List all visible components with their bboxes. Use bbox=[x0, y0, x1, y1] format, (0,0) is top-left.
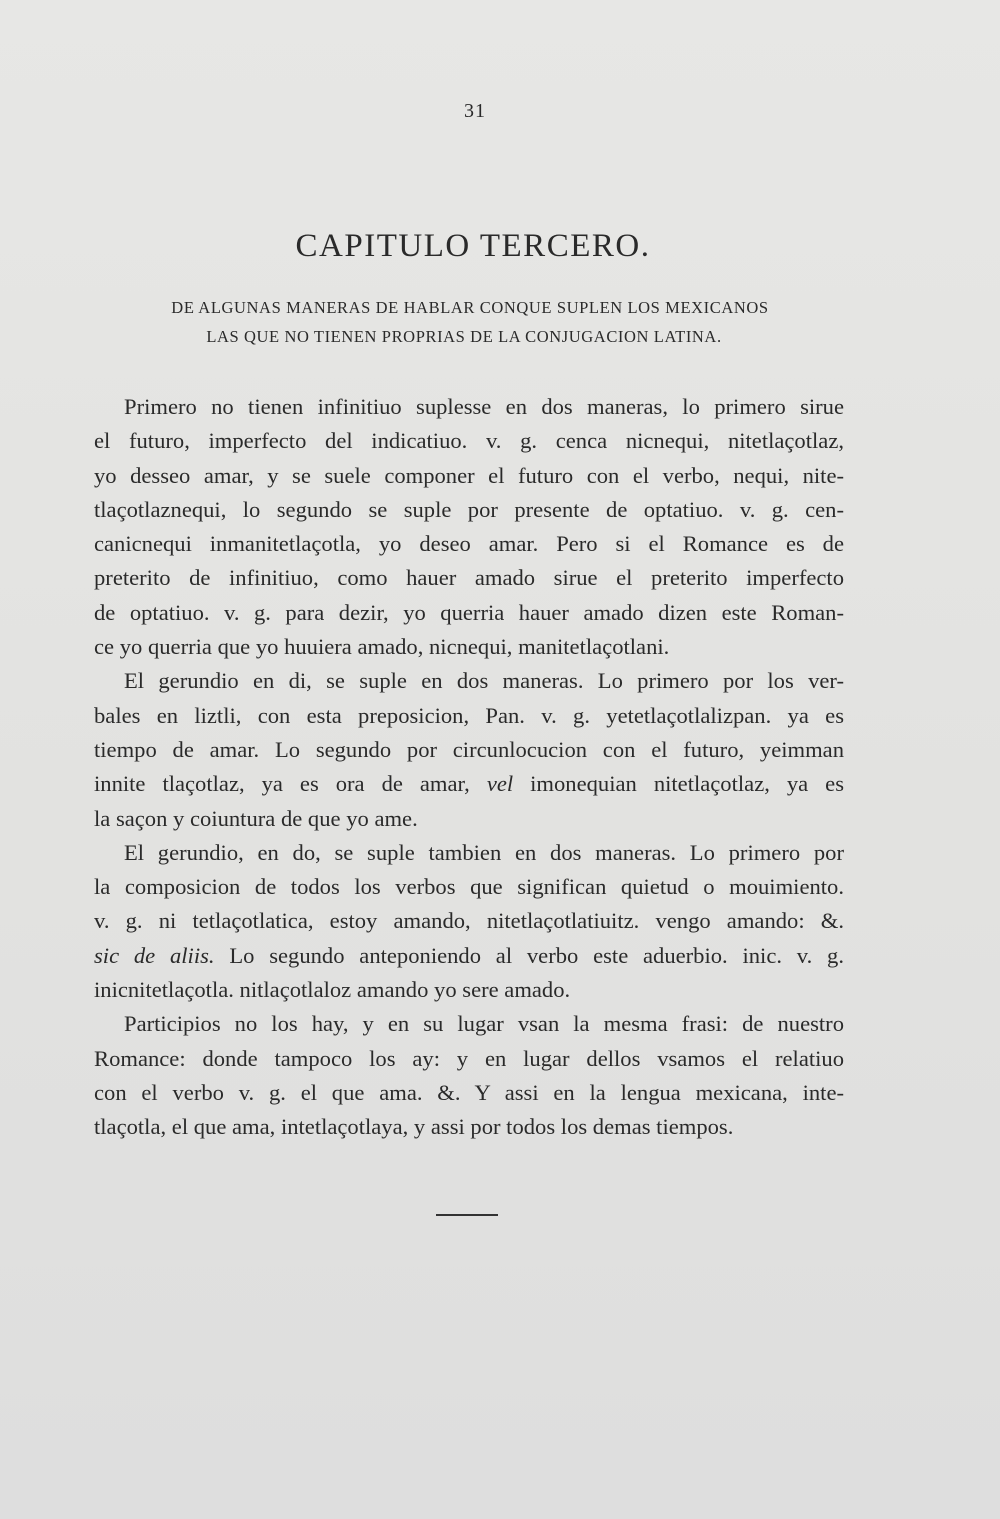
text-line: la composicion de todos los verbos que significan quietud o mouimiento. bbox=[94, 874, 844, 900]
text-line: El gerundio, en do, se suple tambien en dos maneras. Lo primero por bbox=[124, 839, 844, 865]
text-line: Romance: donde tampoco los ay: y en lugar dellos vsamos el relatiuo bbox=[94, 1045, 844, 1071]
text-line: El gerundio en di, se suple en dos maneras. Lo primero por los ver- bbox=[124, 668, 844, 694]
text-line: con el verbo v. g. el que ama. &. Y assi en la lengua mexicana, inte- bbox=[94, 1079, 844, 1105]
text-line: la saçon y coiuntura de que yo ame. bbox=[94, 805, 418, 831]
italic-segment: sic de aliis. bbox=[94, 942, 215, 968]
text-line-mixed bbox=[94, 767, 844, 801]
body-text bbox=[94, 390, 844, 1145]
italic-segment: vel bbox=[486, 771, 514, 797]
text-line: Participios no los hay, y en su lugar vsan la mesma frasi: de nuestro bbox=[124, 1011, 844, 1037]
chapter-subtitle-line-1: DE ALGUNAS MANERAS DE HABLAR CONQUE SUPLEN LOS MEXICANOS bbox=[171, 298, 769, 317]
text-line: bales en liztli, con esta preposicion, Pan. v. g. yetetlaçotlalizpan. ya es bbox=[94, 702, 844, 728]
text-segment: innite tlaçotlaz, ya es ora de amar, bbox=[94, 771, 470, 797]
text-line: preterito de infinitiuo, como hauer amado sirue el preterito imperfecto bbox=[94, 565, 844, 591]
text-line: tlaçotla, el que ama, intetlaçotlaya, y assi por todos los demas tiempos. bbox=[94, 1114, 734, 1140]
text-line: el futuro, imperfecto del indicatiuo. v. g. cenca nicnequi, nitetlaçotlaz, bbox=[94, 428, 844, 454]
text-line: ce yo querria que yo huuiera amado, nicnequi, manitetlaçotlani. bbox=[94, 634, 670, 660]
text-line: Primero no tienen infinitiuo suplesse en dos maneras, lo primero sirue bbox=[124, 394, 844, 419]
text-segment: imonequian nitetlaçotlaz, ya es bbox=[530, 771, 844, 797]
text-line: tlaçotlaznequi, lo segundo se suple por presente de optatiuo. v. g. cen- bbox=[94, 496, 844, 522]
text-line: v. g. ni tetlaçotlatica, estoy amando, nitetlaçotlatiuitz. vengo amando: &. bbox=[94, 908, 844, 934]
chapter-subtitle-line-2: LAS QUE NO TIENEN PROPRIAS DE LA CONJUGACION LATINA. bbox=[206, 327, 722, 346]
text-line: inicnitetlaçotla. nitlaçotlaloz amando yo sere amado. bbox=[94, 977, 571, 1003]
text-line: de optatiuo. v. g. para dezir, yo querria hauer amado dizen este Roman- bbox=[94, 599, 844, 625]
chapter-title: CAPITULO TERCERO. bbox=[295, 228, 651, 264]
text-line-mixed bbox=[94, 939, 844, 973]
section-end-rule bbox=[436, 1214, 498, 1216]
page-number: 31 bbox=[464, 100, 486, 122]
text-line: yo desseo amar, y se suele componer el futuro con el verbo, nequi, nite- bbox=[94, 462, 844, 488]
text-line: tiempo de amar. Lo segundo por circunlocucion con el futuro, yeimman bbox=[94, 736, 844, 762]
text-segment: Lo segundo anteponiendo al verbo este aduerbio. inic. v. g. bbox=[229, 942, 844, 968]
text-line: canicnequi inmanitetlaçotla, yo deseo amar. Pero si el Romance es de bbox=[94, 531, 844, 557]
